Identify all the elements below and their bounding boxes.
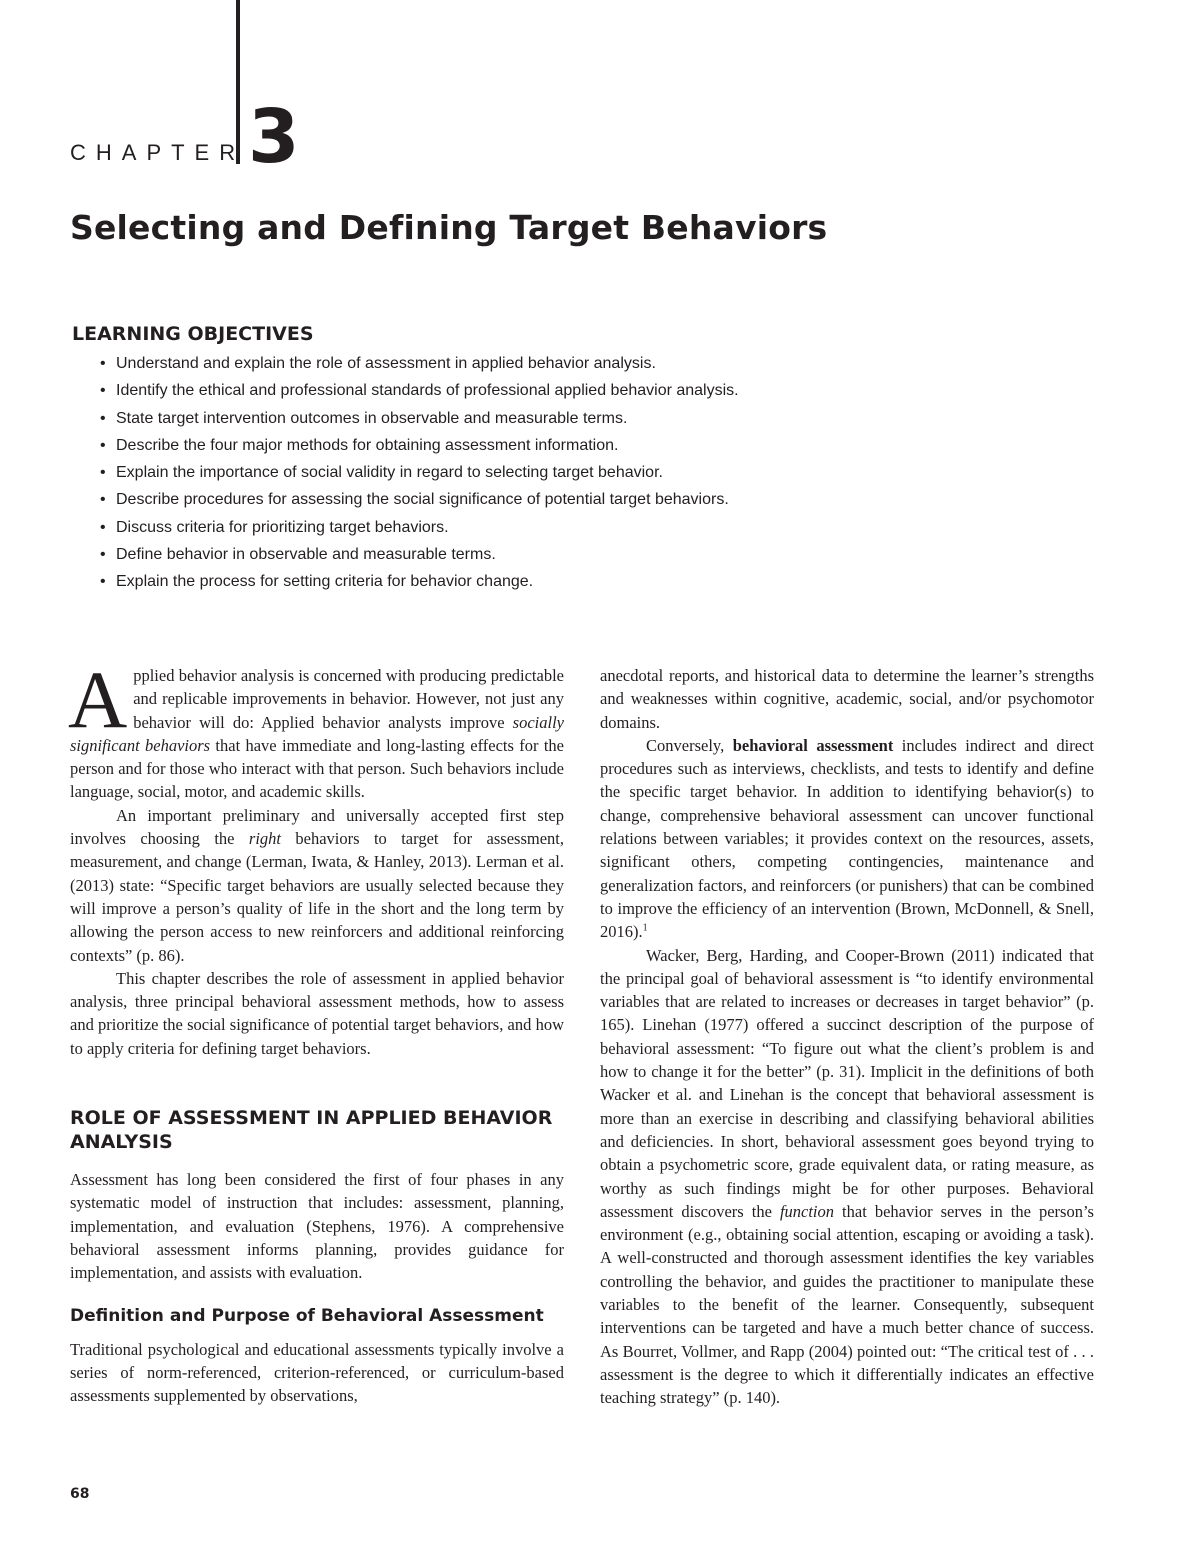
body-paragraph: anecdotal reports, and historical data to determine the learner’s strengths and weaknesses within cognitive, academic, social, and/or psychomotor domains.	[600, 666, 1094, 732]
left-column	[68, 654, 565, 1407]
body-paragraph: Wacker, Berg, Harding, and Cooper-Brown (2011) indicated that the principal goal of behavioral assessment is “to identify environmental variables that are related to increases or decreases in target behavior” (p. 165). Linehan (1977) offered a succinct description of the purpose of behavioral assessment: “To figure out what the client’s problem is and how to change it for the better” (p. 31). Implicit in the definitions of both Wacker et al. and Linehan is the concept that behavioral assessment is more than an exercise in describing and classifying behavioral abilities and deficiencies. In short, behavioral assessment goes beyond trying to obtain a psychometric score, grade equivalent data, or rating measure, as worthy as such findings might be for other purposes. Behavioral assessment discovers the function that behavior serves in the person’s environment (e.g., obtaining social attention, escaping or avoiding a task). A well-constructed and thorough assessment identifies the key variables controlling the behavior, and guides the practitioner to manipulate these variables to the benefit of the learner. Consequently, subsequent interventions can be targeted and have a much better chance of success. As Bourret, Vollmer, and Rapp (2004) pointed out: “The critical test of . . . assessment is the degree to which it differentially indicates an effective teaching strategy” (p. 140).	[600, 945, 1094, 1408]
page-number: 68	[70, 1486, 90, 1502]
list-item: • Explain the importance of social validity in regard to selecting target behavior.	[100, 459, 739, 486]
bullet-icon: •	[100, 409, 106, 427]
intro-paragraph: Applied behavior analysis is concerned with producing predictable and replicable improvements in behavior. However, not just any behavior will do: Applied behavior analysts improve socially significant behaviors that have immediate and long-lasting effects for the person and for those who interact with that person. Such behaviors include language, social, motor, and academic skills.	[68, 654, 564, 802]
chapter-number: 3	[248, 94, 300, 180]
subsection-heading: Definition and Purpose of Behavioral Assessment	[70, 1305, 544, 1326]
body-paragraph: This chapter describes the role of assessment in applied behavior analysis, three principal behavioral assessment methods, how to assess and prioritize the social significance of potential target behaviors, and how to apply criteria for defining target behaviors.	[70, 968, 564, 1058]
footnote-marker: 1	[642, 922, 648, 934]
bullet-icon: •	[100, 491, 106, 509]
body-paragraph: Assessment has long been considered the first of four phases in any systematic model of instruction that includes: assessment, planning, implementation, and evaluation (Stephens, 1976). A comprehensive behavioral assessment informs planning, provides guidance for implementation, and assists with evaluation.	[70, 1170, 564, 1283]
list-item: • Understand and explain the role of assessment in applied behavior analysis.	[100, 350, 739, 377]
learning-objectives-heading: LEARNING OBJECTIVES	[72, 323, 314, 345]
chapter-label: CHAPTER	[70, 140, 246, 165]
list-item: • Describe the four major methods for obtaining assessment information.	[100, 432, 739, 459]
bullet-icon: •	[100, 436, 106, 454]
list-item: • State target intervention outcomes in observable and measurable terms.	[100, 405, 739, 432]
body-paragraph: Conversely, behavioral assessment includes indirect and direct procedures such as interviews, checklists, and tests to identify and define the specific target behavior. In addition to identifying behavior(s) to change, comprehensive behavioral assessment can uncover functional relations between variables; it provides context on the resources, assets, significant others, competing contingencies, maintenance and generalization factors, and reinforcers (or punishers) that can be combined to improve the efficiency of an intervention (Brown, McDonnell, & Snell, 2016).$^1$	[600, 735, 1094, 942]
bullet-icon: •	[100, 355, 106, 372]
bullet-icon: •	[100, 464, 106, 482]
list-item: • Identify the ethical and professional standards of professional applied behavior analysis.	[100, 377, 739, 404]
body-paragraph: An important preliminary and universally accepted first step involves choosing the right behaviors to target for assessment, measurement, and change (Lerman, Iwata, & Hanley, 2013). Lerman et al. (2013) state: “Specific target behaviors are usually selected because they will improve a person’s quality of life in the short and the long term by allowing the person access to new reinforcers and additional reinforcing contexts” (p. 86).	[70, 805, 565, 965]
body-paragraph: Traditional psychological and educational assessments typically involve a series of norm-referenced, criterion-referenced, or curriculum-based assessments supplemented by observations,	[70, 1339, 564, 1406]
right-column	[600, 664, 1094, 1410]
drop-cap: A	[68, 654, 128, 745]
bullet-icon: •	[100, 518, 106, 536]
list-item: • Define behavior in observable and measurable terms.	[100, 541, 739, 568]
list-item: • Explain the process for setting criteria for behavior change.	[100, 568, 739, 595]
chapter-title: Selecting and Defining Target Behaviors	[70, 208, 828, 247]
section-heading: ROLE OF ASSESSMENT IN APPLIED BEHAVIOR ANALYSIS	[70, 1107, 553, 1154]
bullet-icon: •	[100, 382, 106, 400]
list-item: • Describe procedures for assessing the social significance of potential target behaviors.	[100, 486, 739, 513]
list-item: • Discuss criteria for prioritizing target behaviors.	[100, 514, 739, 541]
bullet-icon: •	[100, 573, 106, 591]
learning-objectives-list	[100, 350, 739, 596]
bullet-icon: •	[100, 546, 106, 564]
